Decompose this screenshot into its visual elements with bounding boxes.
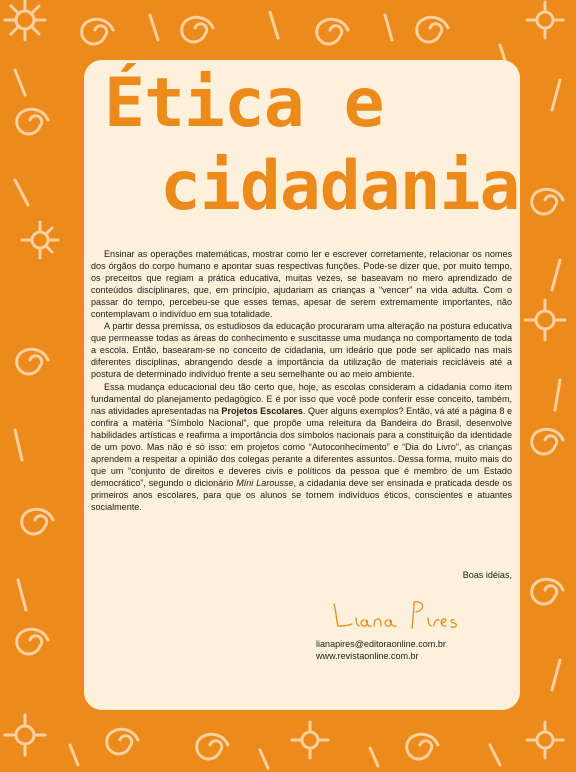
spiral-icon xyxy=(17,629,48,654)
dictionary-name: Míni Larousse xyxy=(236,477,294,488)
spiral-icon xyxy=(107,729,138,754)
spiral-icon xyxy=(407,734,438,759)
title-line-2: cidadania xyxy=(160,147,520,226)
editorial-text xyxy=(91,248,512,513)
paragraph-2: A partir dessa premissa, os estudiosos da educação procuraram uma alteração na postura educativa que permeasse todas as áreas do conhecimento e suscitasse uma mudança no comportamento de toda a escola. Então, basearam-se no conceito de cidadania, um ideário que pode ser aplicado nas mais diferentes disciplinas, abrangendo desde a importância da utilização de materiais recicláveis até a postura de determinado indivíduo frente a seu semelhante ou ao meio ambiente. xyxy=(91,321,512,380)
spiral-icon xyxy=(532,579,563,604)
contact-info xyxy=(316,638,446,662)
spiral-icon xyxy=(197,734,228,759)
flower-icon xyxy=(525,300,565,340)
spiral-icon xyxy=(17,349,48,374)
paragraph-1: Ensinar as operações matemáticas, mostrar como ler e escrever corretamente, relacionar os nomes dos órgãos do corpo humano e apontar suas respectivas funções. Pode-se dizer que, por muito tempo, os preceitos que regiam a prática educativa, muitas vezes, se baseavam no mero aprendizado de conteúdos disciplinares, que, em princípio, ajudariam as crianças a “vencer” na vida adulta. Com o passar do tempo, percebeu-se que esses temas, apesar de serem extremamente importantes, não contemplavam o indivíduo em sua totalidade. xyxy=(91,249,512,320)
spiral-icon xyxy=(532,429,563,454)
spiral-icon xyxy=(22,509,53,534)
sign-off: Boas idéias, xyxy=(462,570,512,580)
flower-icon xyxy=(5,715,45,755)
paragraph-3: Essa mudança educacional deu tão certo que, hoje, as escolas consideram a cidadania como item fundamental do planejamento pedagógico. E é por isso que você pode conferir esse conceito, também, nas atividades apresentadas na Projetos Escolares. Quer alguns exemplos? Então, vá até a página 8 e confira a matéria “Símbolo Nacional”, que propõe uma releitura da Bandeira do Brasil, desenvolve habilidades artísticas e reafirma a importância dos símbolos nacionais para a constituição da identidade de um povo. Mas não é só isso: em projetos como “Autoconhecimento” e “Dia do Livro”, as crianças aprendem a respeitar a opinião dos colegas perante a diferentes assuntos. Dessa forma, muito mais do que um “conjunto de direitos e deveres civis e políticos da pessoa que é membro de um Estado democrático”, segundo o dicionário Míni Larousse, a cidadania deve ser ensinada e praticada desde os primeiros anos escolares, para que os alunos se tornem indivíduos éticos, conscientes e atuantes socialmente. xyxy=(91,381,512,512)
title-line-1: Ética e xyxy=(104,64,384,143)
website-link[interactable]: www.revistaonline.com.br xyxy=(316,651,419,661)
handwritten-signature xyxy=(330,596,470,636)
page-title xyxy=(0,0,576,230)
magazine-name: Projetos Escolares xyxy=(221,405,303,416)
email-link[interactable]: lianapires@editoraonline.com.br xyxy=(316,639,446,649)
flower-icon xyxy=(292,722,328,758)
flower-icon xyxy=(527,722,563,758)
